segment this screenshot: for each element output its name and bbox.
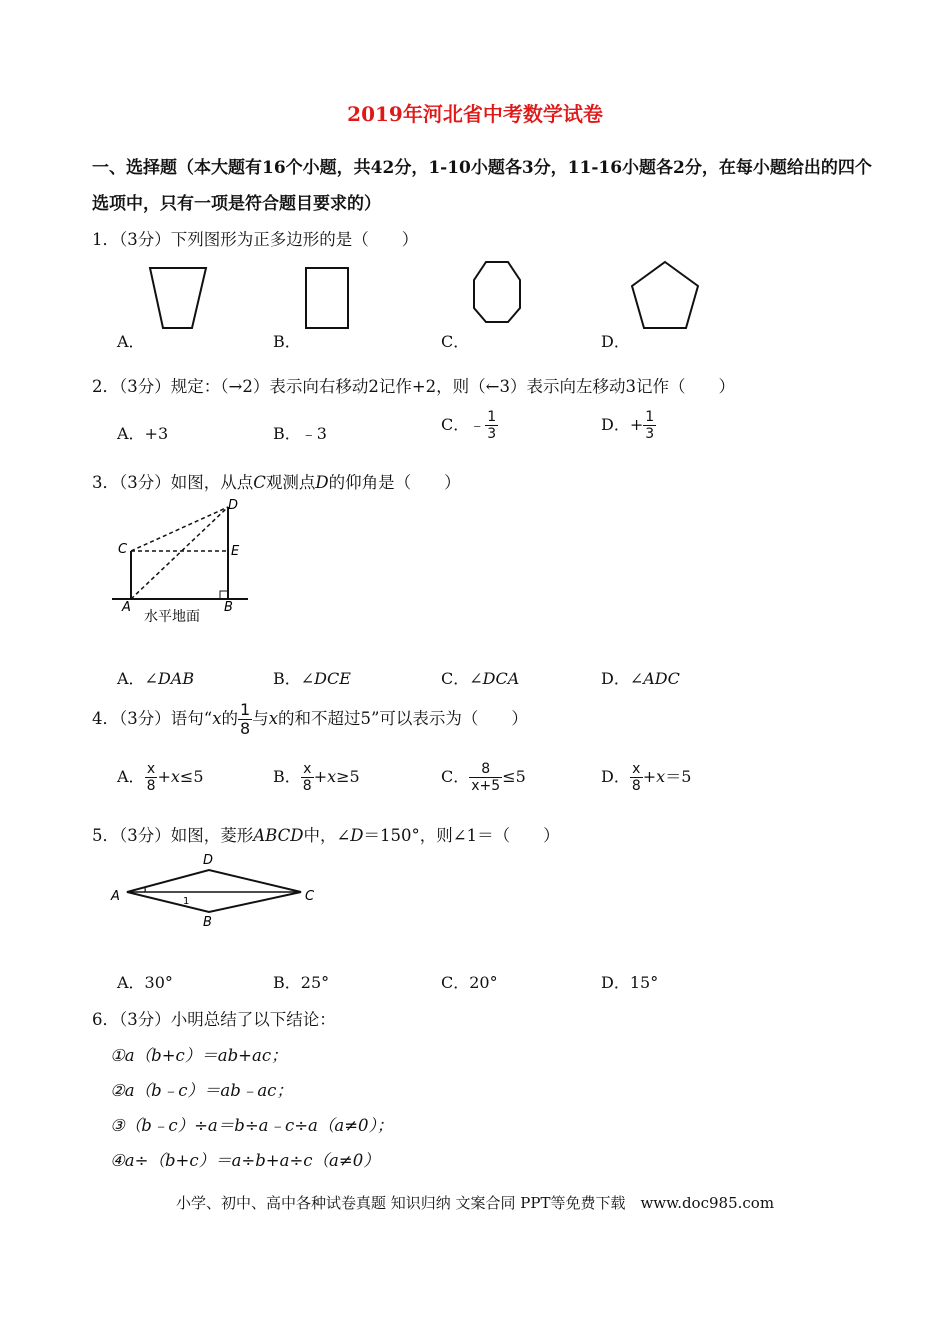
plus-sign: + xyxy=(157,767,171,786)
q2-option-d-prefix: D．+ xyxy=(601,415,644,434)
fraction-denominator: 3 xyxy=(487,426,497,442)
relation: ≤5 xyxy=(179,767,204,786)
question-3-stem xyxy=(92,469,461,493)
section-heading: 一、选择题（本大题有16个小题，共42分，1-10小题各3分，11-16小题各2分，在每小题给出的四个选项中，只有一项是符合题目要求的） xyxy=(92,158,872,214)
fraction-denominator: 8 xyxy=(240,719,251,738)
fraction-denominator: 3 xyxy=(645,426,655,442)
variable-x: x xyxy=(268,709,278,728)
fraction-numerator: x xyxy=(301,762,314,778)
right-angle-mark xyxy=(220,591,228,599)
fraction-denominator: 8 xyxy=(146,778,156,794)
q2-option-b: B．﹣3 xyxy=(273,424,327,443)
stem-text: ＝150°，则∠1＝（ ） xyxy=(363,826,560,845)
label-c: C xyxy=(305,889,315,904)
q1-option-d: D． xyxy=(601,332,630,351)
variable-x: x xyxy=(170,767,180,786)
q4-option-a xyxy=(117,762,204,793)
stem-text: 3．（3分）如图，从点 xyxy=(92,473,254,492)
fraction-denominator: x+5 xyxy=(471,778,501,794)
q4-option-d xyxy=(601,762,691,793)
rectangle-shape xyxy=(306,268,348,328)
fraction-denominator: 8 xyxy=(302,778,312,794)
irregular-octagon-shape xyxy=(474,262,520,322)
q2-option-d xyxy=(601,410,656,441)
q6-statement-3: ③（b﹣c）÷a＝b÷a﹣c÷a（a≠0）； xyxy=(110,1116,394,1135)
label-d: D xyxy=(228,498,239,513)
trapezoid-shape xyxy=(150,268,206,328)
fraction-numerator: 1 xyxy=(645,409,655,425)
page-footer: 小学、初中、高中各种试卷真题 知识归纳 文案合同 PPT等免费下载 www.doc985.com xyxy=(175,1194,775,1212)
fraction xyxy=(630,762,643,793)
stem-text: 中，∠ xyxy=(303,826,351,845)
option-prefix: B． xyxy=(273,767,301,786)
q1-option-c: C． xyxy=(441,332,470,351)
label-a: A xyxy=(122,600,131,615)
variable-x: x xyxy=(656,767,666,786)
q6-statement-1: ①a（b+c）＝ab+ac； xyxy=(110,1046,288,1065)
stem-text: 4．（3分）语句“ xyxy=(92,709,213,728)
question-5-stem xyxy=(92,822,560,846)
question-2-stem: 2．（3分）规定：（→2）表示向右移动2记作+2，则（←3）表示向左移动3记作（ ） xyxy=(92,377,735,396)
label-angle-1: 1 xyxy=(183,896,190,907)
q1-option-b: B． xyxy=(273,332,301,351)
q5-option-b: B．25° xyxy=(273,973,330,992)
q4-option-b xyxy=(273,762,360,793)
option-prefix: D．∠ xyxy=(601,669,644,688)
option-prefix: D． xyxy=(601,767,630,786)
point-label: D xyxy=(315,473,329,492)
rhombus-abcd xyxy=(127,870,301,912)
stem-text: 的 xyxy=(221,709,238,728)
angle-name: ADC xyxy=(643,669,680,688)
label-d: D xyxy=(203,853,214,868)
stem-text: 的仰角是（ ） xyxy=(328,473,461,492)
angle-name: DAB xyxy=(157,669,195,688)
label-a: A xyxy=(111,889,120,904)
fraction-numerator: 8 xyxy=(469,762,502,778)
q5-option-c: C．20° xyxy=(441,973,498,992)
question-6-stem: 6．（3分）小明总结了以下结论： xyxy=(92,1010,336,1029)
question-1-stem: 1．（3分）下列图形为正多边形的是（ ） xyxy=(92,230,419,249)
fraction-numerator: 1 xyxy=(240,700,251,719)
q3-option-d xyxy=(601,666,680,689)
line-cd xyxy=(131,507,228,551)
question-1-figures xyxy=(0,250,950,340)
question-3-figure xyxy=(100,495,270,635)
fraction-numerator: x xyxy=(630,762,643,778)
fraction-denominator: 8 xyxy=(631,778,641,794)
relation: ≤5 xyxy=(502,767,526,786)
q5-option-a: A．30° xyxy=(117,973,173,992)
stem-text: 的和不超过5”可以表示为（ ） xyxy=(278,709,528,728)
angle-name: DCA xyxy=(482,669,520,688)
variable-x: x xyxy=(327,767,337,786)
fraction xyxy=(145,762,158,793)
point-label: C xyxy=(253,473,266,492)
relation: ＝5 xyxy=(665,767,692,786)
stem-text: 5．（3分）如图，菱形 xyxy=(92,826,254,845)
q3-option-a xyxy=(117,666,194,689)
q2-option-a: A．+3 xyxy=(117,424,169,443)
q6-statement-2: ②a（b﹣c）＝ab﹣ac； xyxy=(110,1081,293,1100)
fraction-numerator: 1 xyxy=(487,409,497,425)
label-b: B xyxy=(203,915,212,930)
option-prefix: A．∠ xyxy=(117,669,158,688)
plus-sign: + xyxy=(313,767,328,786)
label-c: C xyxy=(118,542,128,557)
plus-sign: + xyxy=(642,767,657,786)
q3-option-b xyxy=(273,666,351,689)
angle-name: D xyxy=(350,826,364,845)
q6-statement-4: ④a÷（b+c）＝a÷b+a÷c（a≠0） xyxy=(110,1151,380,1170)
question-5-figure xyxy=(105,848,335,930)
option-prefix: C． xyxy=(441,767,470,786)
shape-name: ABCD xyxy=(253,826,304,845)
q5-option-d: D．15° xyxy=(601,973,659,992)
label-e: E xyxy=(231,544,240,559)
fraction-numerator: x xyxy=(145,762,158,778)
q4-option-c xyxy=(441,762,526,793)
regular-pentagon-shape xyxy=(632,262,698,328)
question-4-stem xyxy=(92,702,528,737)
stem-text: 观测点 xyxy=(265,473,316,492)
option-prefix: A． xyxy=(117,767,145,786)
line-ad xyxy=(131,507,228,599)
q2-option-c xyxy=(441,410,498,441)
q3-option-c xyxy=(441,666,519,689)
fraction-one-third xyxy=(643,410,656,441)
option-prefix: B．∠ xyxy=(273,669,315,688)
angle-name: DCE xyxy=(314,669,351,688)
variable-x: x xyxy=(212,709,222,728)
fraction-one-eighth xyxy=(238,702,252,737)
fraction xyxy=(301,762,314,793)
label-b: B xyxy=(224,600,233,615)
q1-option-a: A． xyxy=(117,332,145,351)
q2-option-c-prefix: C．﹣ xyxy=(441,415,486,434)
fraction xyxy=(469,762,502,793)
stem-text: 与 xyxy=(252,709,269,728)
label-ground: 水平地面 xyxy=(144,609,200,625)
fraction-one-third xyxy=(485,410,498,441)
option-prefix: C．∠ xyxy=(441,669,483,688)
exam-title: 2019年河北省中考数学试卷 xyxy=(347,102,603,126)
relation: ≥5 xyxy=(336,767,360,786)
